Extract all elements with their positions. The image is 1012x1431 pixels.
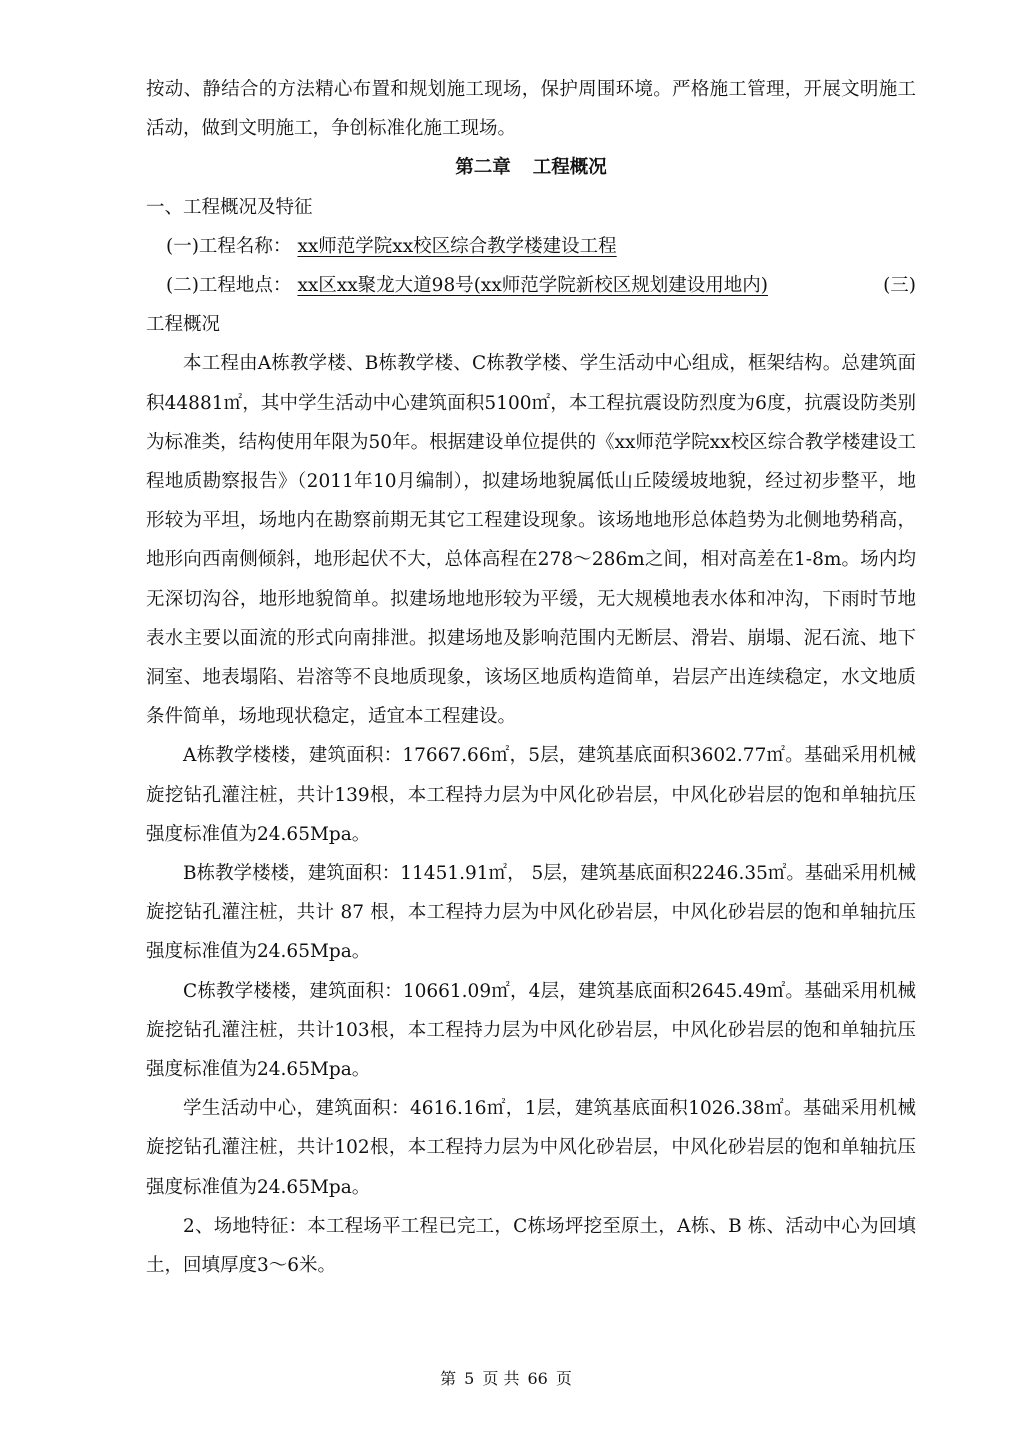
project-location-line	[146, 266, 916, 305]
project-name-label: (一)工程名称：	[166, 235, 292, 257]
site-features-paragraph: 2、场地特征：本工程场平工程已完工，C栋场坪挖至原土，A栋、B 栋、活动中心为回填土，回填厚度3～6米。	[146, 1215, 916, 1277]
footer-prefix: 第	[440, 1369, 457, 1388]
building-b-paragraph: B栋教学楼楼，建筑面积：11451.91㎡， 5层，建筑基底面积2246.35㎡。基础采用机械旋挖钻孔灌注桩，共计 87 根，本工程持力层为中风化砂岩层，中风化砂岩层的饱和单轴抗压强度标准值为24.65Mpa。	[146, 863, 916, 963]
intro-paragraph: 按动、静结合的方法精心布置和规划施工现场，保护周围环境。严格施工管理，开展文明施工活动，做到文明施工，争创标准化施工现场。	[146, 79, 916, 140]
project-location-value: xx区xx聚龙大道98号(xx师范学院新校区规划建设用地内)	[297, 275, 769, 297]
overview-label-end: 工程概况	[146, 314, 221, 336]
student-center-paragraph: 学生活动中心，建筑面积：4616.16㎡，1层，建筑基底面积1026.38㎡。基础采用机械旋挖钻孔灌注桩，共计102根，本工程持力层为中风化砂岩层，中风化砂岩层的饱和单轴抗压强度标准值为24.65Mpa。	[146, 1098, 916, 1198]
building-c-paragraph: C栋教学楼楼，建筑面积：10661.09㎡，4层，建筑基底面积2645.49㎡。基础采用机械旋挖钻孔灌注桩，共计103根，本工程持力层为中风化砂岩层，中风化砂岩层的饱和单轴抗压强度标准值为24.65Mpa。	[146, 980, 916, 1081]
page-footer	[0, 1366, 1012, 1389]
project-name-value: xx师范学院xx校区综合教学楼建设工程	[297, 235, 617, 257]
footer-page-number: 5	[464, 1369, 475, 1388]
project-name-line	[146, 227, 916, 266]
footer-middle: 页 共	[482, 1369, 520, 1388]
chapter-number: 第二章	[455, 157, 511, 179]
overview-label-start: (三)	[883, 275, 916, 297]
overview-paragraph: 本工程由A栋教学楼、B栋教学楼、C栋教学楼、学生活动中心组成，框架结构。总建筑面积44881㎡，其中学生活动中心建筑面积5100㎡，本工程抗震设防烈度为6度，抗震设防类别为标准类，结构使用年限为50年。根据建设单位提供的《xx师范学院xx校区综合教学楼建设工程地质勘察报告》（2011年10月编制），拟建场地貌属低山丘陵缓坡地貌，经过初步整平，地形较为平坦，场地内在勘察前期无其它工程建设现象。该场地地形总体趋势为北侧地势稍高，地形向西南侧倾斜，地形起伏不大，总体高程在278～286m之间，相对高差在1-8m。场内均无深切沟谷，地形地貌简单。拟建场地地形较为平缓，无大规模地表水体和冲沟，下雨时节地表水主要以面流的形式向南排泄。拟建场地及影响范围内无断层、滑岩、崩塌、泥石流、地下洞室、地表塌陷、岩溶等不良地质现象，该场区地质构造简单，岩层产出连续稳定，水文地质条件简单，场地现状稳定，适宜本工程建设。	[146, 353, 916, 728]
chapter-title: 工程概况	[532, 157, 607, 179]
footer-total-pages: 66	[527, 1369, 548, 1388]
section-heading-1: 一、工程概况及特征	[146, 196, 313, 218]
footer-suffix: 页	[555, 1369, 572, 1388]
chapter-heading	[146, 148, 916, 187]
page-content	[146, 70, 916, 1285]
building-a-paragraph: A栋教学楼楼，建筑面积：17667.66㎡，5层，建筑基底面积3602.77㎡。基础采用机械旋挖钻孔灌注桩，共计139根，本工程持力层为中风化砂岩层，中风化砂岩层的饱和单轴抗压强度标准值为24.65Mpa。	[146, 745, 916, 845]
project-location-label: (二)工程地点：	[166, 275, 292, 297]
